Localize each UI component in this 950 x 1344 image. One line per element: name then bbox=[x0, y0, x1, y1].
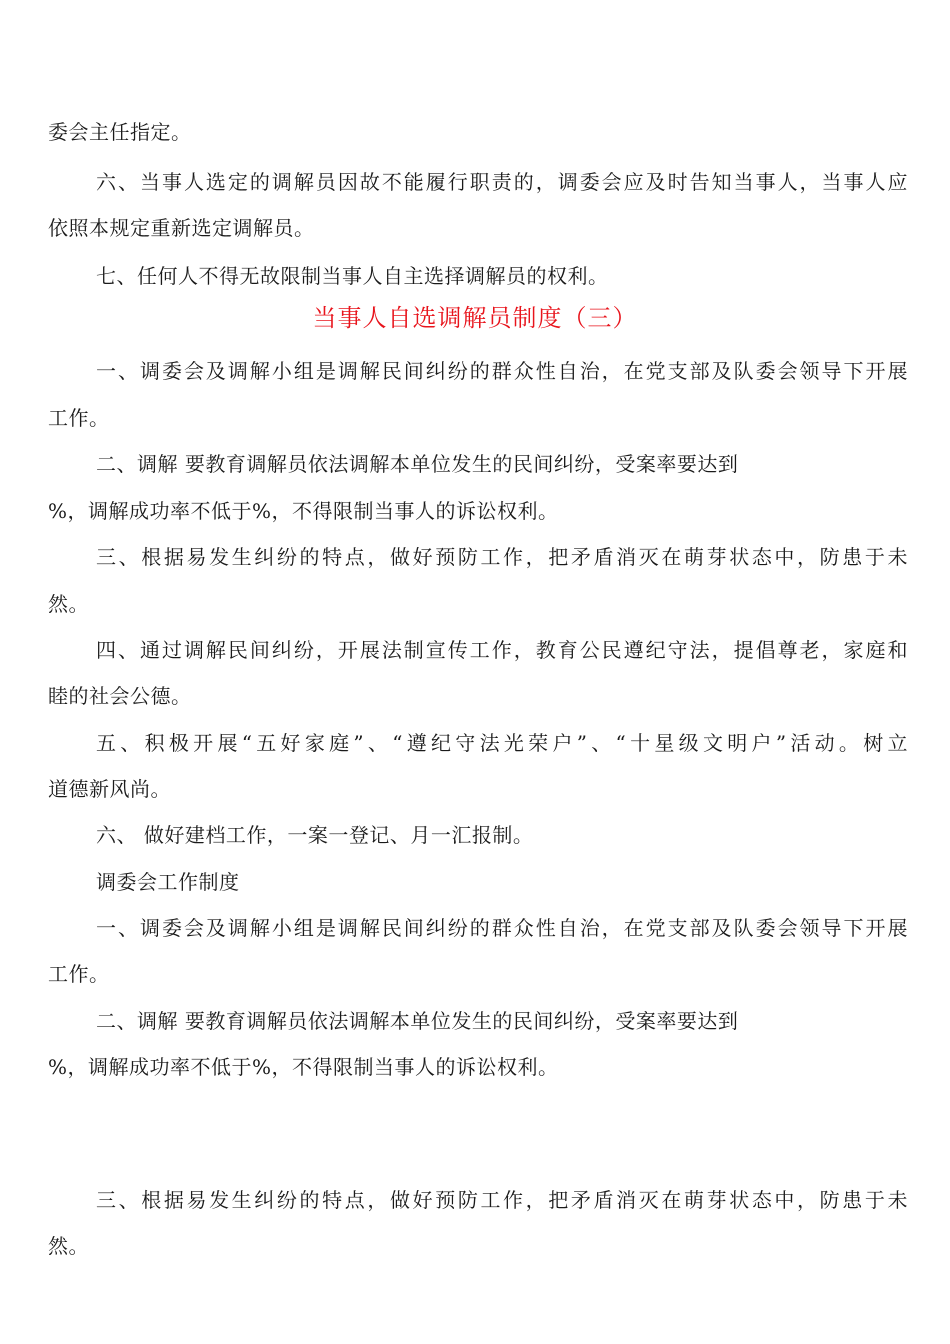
text-line: 睦的社会公德。 bbox=[48, 684, 192, 708]
text-line: 一、调委会及调解小组是调解民间纠纷的群众性自治，在党支部及队委会领导下开展 bbox=[96, 916, 908, 940]
section-title: 当事人自选调解员制度（三） bbox=[312, 304, 638, 332]
text-line: 工作。 bbox=[48, 962, 110, 986]
text-line: 道德新风尚。 bbox=[48, 777, 171, 801]
text-line: 三、根据易发生纠纷的特点，做好预防工作，把矛盾消灭在萌芽状态中，防患于未 bbox=[96, 1188, 908, 1212]
text-line: 然。 bbox=[48, 1234, 89, 1258]
text-line: 委会主任指定。 bbox=[48, 120, 192, 144]
text-line: 六、当事人选定的调解员因故不能履行职责的，调委会应及时告知当事人，当事人应 bbox=[96, 170, 908, 194]
text-line: 二、调解 要教育调解员依法调解本单位发生的民间纠纷，受案率要达到 bbox=[96, 452, 739, 476]
text-line: 工作。 bbox=[48, 406, 110, 430]
text-line: 调委会工作制度 bbox=[96, 870, 240, 894]
text-line: 六、 做好建档工作，一案一登记、月一汇报制。 bbox=[96, 823, 534, 847]
text-line: 然。 bbox=[48, 592, 89, 616]
text-line: 依照本规定重新选定调解员。 bbox=[48, 216, 315, 240]
text-line: 四、通过调解民间纠纷，开展法制宣传工作，教育公民遵纪守法，提倡尊老，家庭和 bbox=[96, 638, 908, 662]
text-line: %，调解成功率不低于%，不得限制当事人的诉讼权利。 bbox=[48, 1055, 559, 1079]
text-line: %，调解成功率不低于%，不得限制当事人的诉讼权利。 bbox=[48, 499, 559, 523]
text-line: 五、积极开展“五好家庭”、“遵纪守法光荣户”、“十星级文明户”活动。树立 bbox=[96, 731, 908, 755]
text-line: 一、调委会及调解小组是调解民间纠纷的群众性自治，在党支部及队委会领导下开展 bbox=[96, 359, 908, 383]
text-line: 七、任何人不得无故限制当事人自主选择调解员的权利。 bbox=[96, 264, 609, 288]
text-line: 二、调解 要教育调解员依法调解本单位发生的民间纠纷，受案率要达到 bbox=[96, 1009, 739, 1033]
text-line: 三、根据易发生纠纷的特点，做好预防工作，把矛盾消灭在萌芽状态中，防患于未 bbox=[96, 545, 908, 569]
